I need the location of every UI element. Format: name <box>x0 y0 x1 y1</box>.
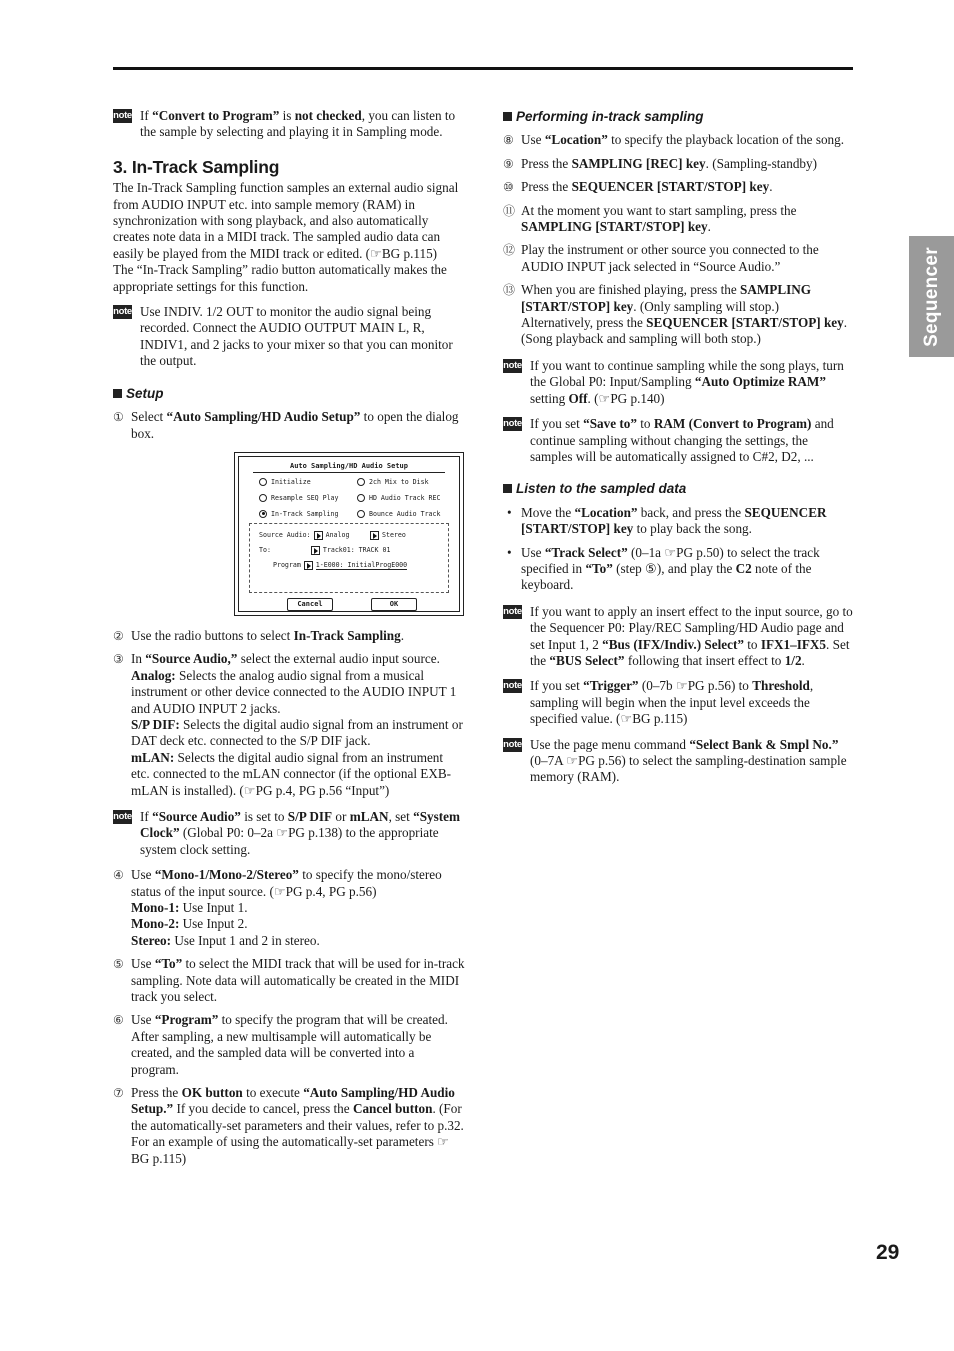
note-icon: note <box>113 110 132 121</box>
cancel-button[interactable]: Cancel <box>287 598 333 611</box>
step-7: ⑦ Press the OK button to execute “Auto Sampling/HD Audio Setup.” If you decide to cancel, press the Cancel button. (For the automatically-set parameters and their values, refer to p.32. For an example of using the automatically-set parameters ☞BG p.115) <box>113 1085 464 1166</box>
square-bullet-icon <box>503 112 512 121</box>
popup-arrow-icon[interactable] <box>304 561 313 570</box>
radio-bounce-audio-track[interactable]: Bounce Audio Track <box>357 510 440 518</box>
left-column <box>113 108 465 1174</box>
square-bullet-icon <box>113 389 122 398</box>
note-save-to: note If you set “Save to” to RAM (Convert to Program) and continue sampling without changing the settings, the samples will be automatically assigned to C#2, D2, ... <box>503 416 834 464</box>
note-trigger: note If you set “Trigger” (0–7b ☞PG p.56) to Threshold, sampling will begin when the input level exceeds the specified value. (☞BG p.115) <box>503 678 814 727</box>
listen-heading: Listen to the sampled data <box>503 481 853 497</box>
radio-icon <box>357 494 365 502</box>
step-2: ② Use the radio buttons to select In-Track Sampling. <box>113 627 405 643</box>
note-icon: note <box>503 680 522 692</box>
note-icon: note <box>503 605 522 617</box>
source-audio-row: Source Audio: Analog <box>259 531 350 540</box>
sequencer-side-tab: Sequencer <box>909 236 954 357</box>
step-5: ⑤ Use “To” to select the MIDI track that will be used for in-track sampling. Note data will automatically be created in the MIDI track you select. <box>113 956 465 1005</box>
note-icon: note <box>113 306 132 318</box>
radio-in-track-sampling[interactable]: In-Track Sampling <box>259 510 339 518</box>
popup-arrow-icon[interactable] <box>314 531 323 540</box>
bullet-move-location: • Move the “Location” back, and press the SEQUENCER [START/STOP] key to play back the song. <box>507 504 827 537</box>
step-6: ⑥ Use “Program” to specify the program that will be created. After sampling, a new multisample will automatically be created, and the sampled data will be converted into a program. <box>113 1012 448 1077</box>
right-column <box>503 108 853 795</box>
intro-paragraph-2: The “In-Track Sampling” radio button automatically makes the appropriate settings for this function. <box>113 262 447 294</box>
note-icon: note <box>503 738 522 750</box>
program-row: Program 1-E000: InitialProgE000 <box>273 560 408 570</box>
dialog-title: Auto Sampling/HD Audio Setup <box>289 461 408 470</box>
square-bullet-icon <box>503 484 512 493</box>
step-4: ④ Use “Mono-1/Mono-2/Stereo” to specify the mono/stereo status of the input source. (☞PG p.4, PG p.56) Mono-1: Use Input 1. Mono-2: Use Input 2. Stereo: Use Input 1 and 2 in stereo. <box>113 867 442 948</box>
dialog-box <box>238 456 460 612</box>
intro-paragraph: The In-Track Sampling function samples an external audio signal from AUDIO INPUT etc. into sample memory (RAM) in synchronization with song playback, and also automatically creates note data in a MIDI track. The sampled audio data can easily be played from the MIDI track or edited. (☞BG p.115) <box>113 180 459 261</box>
top-rule <box>113 67 853 70</box>
radio-2ch-mix-to-disk[interactable]: 2ch Mix to Disk <box>357 478 429 486</box>
radio-selected-icon <box>259 510 267 518</box>
mono-stereo-value: Stereo <box>382 531 406 540</box>
note-select-bank: note Use the page menu command “Select Bank & Smpl No.” (0–7A ☞PG p.56) to select the sampling-destination sample memory (RAM). <box>503 736 847 785</box>
popup-arrow-icon[interactable] <box>311 546 320 555</box>
step-8: ⑧ Use “Location” to specify the playback location of the song. <box>503 132 845 148</box>
program-value: 1-E000: InitialProgE000 <box>315 560 408 569</box>
mono-stereo-row <box>367 531 406 540</box>
radio-hd-audio-track-rec[interactable]: HD Audio Track REC <box>357 494 440 502</box>
radio-icon <box>357 510 365 518</box>
step-10: ⑩ Press the SEQUENCER [START/STOP] key. <box>503 179 773 195</box>
step-9: ⑨ Press the SAMPLING [REC] key. (Sampling-standby) <box>503 155 817 171</box>
radio-initialize[interactable]: Initialize <box>259 478 311 486</box>
to-row: To: Track01: TRACK 01 <box>259 546 391 555</box>
radio-icon <box>259 494 267 502</box>
radio-icon <box>259 478 267 486</box>
step-1: ① Select “Auto Sampling/HD Audio Setup” to open the dialog box. <box>113 409 459 441</box>
bullet-track-select: • Use “Track Select” (0–1a ☞PG p.50) to select the track specified in “To” (step ⑤), and play the C2 note of the keyboard. <box>507 544 820 593</box>
note-icon: note <box>503 359 522 371</box>
step-3: ③ In “Source Audio,” select the external audio input source. Analog: Selects the analog audio signal from a musical instrument or other device connected to the AUDIO INPUT 1 and AUDIO INPUT 2 jacks. S/P DIF: Selects the digital audio signal from an instrument or DAT deck etc. connected to the S/P DIF jack. mLAN: Selects the digital audio signal from an instrument etc. connected to the mLAN connector (if the optional EXB-mLAN is installed). (☞PG p.4, PG p.56 “Input”) <box>113 651 463 798</box>
note-system-clock: note If “Source Audio” is set to S/P DIF or mLAN, set “System Clock” (Global P0: 0–2a ☞PG p.138) to the appropriate system clock setting. <box>113 808 460 857</box>
step-12: ⑫ Play the instrument or other source you connected to the AUDIO INPUT jack selected in “Source Audio.” <box>503 242 819 274</box>
radio-resample-seq-play[interactable]: Resample SEQ Play <box>259 494 339 502</box>
performing-heading: Performing in-track sampling <box>503 109 853 125</box>
note-auto-optimize-ram: note If you want to continue sampling while the song plays, turn the Global P0: Input/Sampling “Auto Optimize RAM” setting Off. (☞PG p.140) <box>503 357 844 406</box>
note-icon: note <box>113 810 132 822</box>
radio-icon <box>357 478 365 486</box>
setup-heading: Setup <box>113 386 465 402</box>
to-value: Track01: TRACK 01 <box>322 546 391 555</box>
note-convert-to-program: note If “Convert to Program” is not checked, you can listen to the sample by selecting and playing it in Sampling mode. <box>113 108 456 140</box>
source-audio-value: Analog <box>325 531 350 540</box>
note-icon: note <box>503 418 522 430</box>
section-heading: 3. In-Track Sampling <box>113 156 280 177</box>
page-number: 29 <box>876 1241 900 1264</box>
note-insert-effect: note If you want to apply an insert effect to the input source, go to the Sequencer P0: Play/REC Sampling/HD Audio page and set Input 1, 2 “Bus (IFX/Indiv.) Select” to IFX1–IFX5. Set the “BUS Select” following that insert effect to 1/2. <box>503 603 853 668</box>
popup-arrow-icon[interactable] <box>370 531 379 540</box>
note-indiv-out: note Use INDIV. 1/2 OUT to monitor the audio signal being recorded. Connect the AUDIO OUTPUT MAIN L, R, INDIV1, and 2 jacks to your mixer so that you can monitor the output. <box>113 304 453 369</box>
ok-button[interactable]: OK <box>371 598 417 611</box>
step-13: ⑬ When you are finished playing, press the SAMPLING [START/STOP] key. (Only sampling will stop.) Alternatively, press the SEQUENCER [START/STOP] key. (Song playback and sampling will both stop.) <box>503 282 848 347</box>
step-11: ⑪ At the moment you want to start sampling, press the SAMPLING [START/STOP] key. <box>503 202 797 235</box>
auto-sampling-dialog-screenshot <box>234 452 464 616</box>
